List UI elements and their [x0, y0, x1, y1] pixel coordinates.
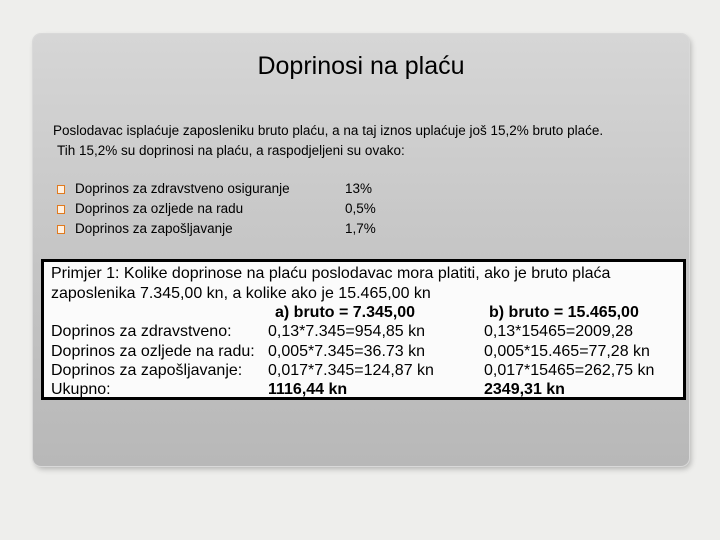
header-case-b: b) bruto = 15.465,00 — [489, 304, 639, 321]
row-label: Doprinos za ozljede na radu: — [51, 343, 255, 360]
square-bullet-icon — [57, 185, 65, 194]
bullet-percentage: 1,7% — [345, 221, 376, 236]
square-bullet-icon — [57, 205, 65, 214]
example-question-line-1: Primjer 1: Kolike doprinose na plaću poslodavac mora platiti, ako je bruto plaća — [51, 265, 611, 282]
example-box — [41, 259, 686, 400]
intro-text — [53, 121, 673, 161]
bullet-list — [57, 179, 417, 239]
total-value-a: 1116,44 kn — [268, 381, 348, 398]
slide-panel — [33, 34, 689, 466]
bullet-label: Doprinos za zdravstveno osiguranje — [75, 181, 290, 196]
bullet-label: Doprinos za zapošljavanje — [75, 221, 233, 236]
row-value-a: 0,017*7.345=124,87 kn — [268, 362, 434, 379]
bullet-label: Doprinos za ozljede na radu — [75, 201, 244, 216]
example-total-row — [51, 380, 681, 400]
bullet-item — [57, 179, 417, 199]
bullet-item — [57, 199, 417, 219]
total-value-b: 2349,31 kn — [484, 381, 565, 398]
row-value-b: 0,005*15.465=77,28 kn — [484, 343, 650, 360]
bullet-percentage: 13% — [345, 181, 373, 196]
square-bullet-icon — [57, 225, 65, 234]
example-row — [51, 342, 681, 362]
example-question-line-2: zaposlenika 7.345,00 kn, a kolike ako je 15.465,00 kn — [51, 284, 431, 302]
row-value-b: 0,13*15465=2009,28 — [484, 323, 634, 340]
row-value-a: 0,005*7.345=36.73 kn — [268, 343, 426, 360]
row-label: Doprinos za zdravstveno: — [51, 323, 232, 340]
slide-title: Doprinosi na plaću — [257, 52, 465, 80]
total-label: Ukupno: — [51, 381, 111, 398]
header-case-a: a) bruto = 7.345,00 — [275, 304, 416, 321]
row-label: Doprinos za zapošljavanje: — [51, 362, 243, 379]
row-value-a: 0,13*7.345=954,85 kn — [268, 323, 426, 340]
example-header-row — [51, 303, 681, 323]
intro-line-1: Poslodavac isplaćuje zaposleniku bruto plaću, a na taj iznos uplaćuje još 15,2% bruto plaće. — [53, 123, 604, 138]
bullet-percentage: 0,5% — [345, 201, 376, 216]
bullet-item — [57, 219, 417, 239]
intro-line-2: Tih 15,2% su doprinosi na plaću, a raspodjeljeni su ovako: — [57, 143, 405, 158]
example-row — [51, 361, 681, 381]
row-value-b: 0,017*15465=262,75 kn — [484, 362, 655, 379]
example-question — [51, 264, 681, 303]
example-row — [51, 322, 681, 342]
